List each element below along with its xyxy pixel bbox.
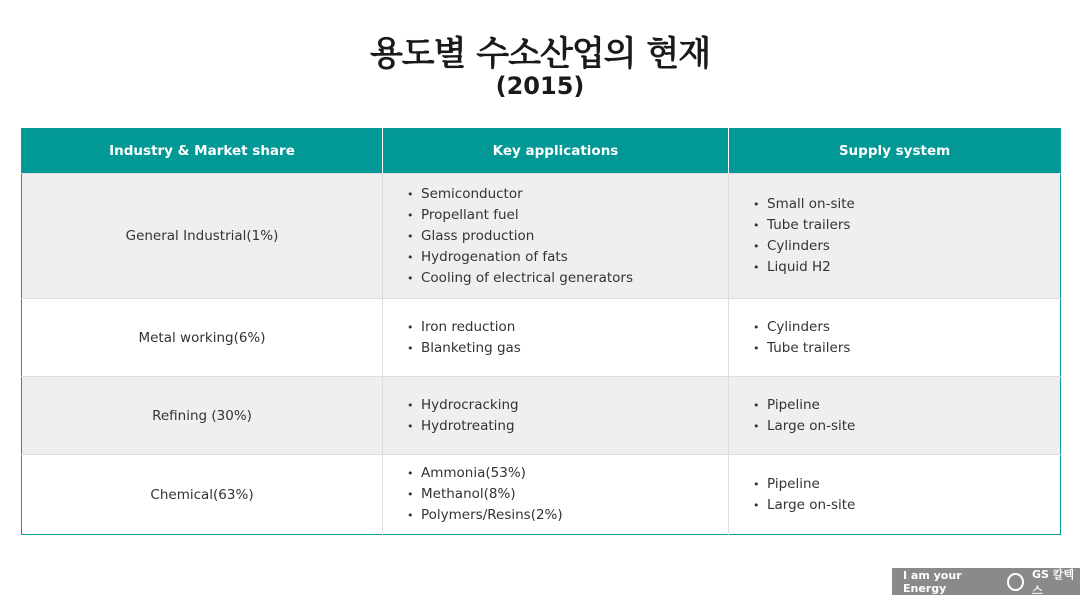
list-item: • Large on-site <box>753 416 1060 437</box>
list-item: • Tube trailers <box>753 215 1060 236</box>
supply-cell <box>729 455 1061 535</box>
supply-cell <box>729 377 1061 455</box>
list-item: • Cooling of electrical generators <box>407 268 728 289</box>
list-item: • Methanol(8%) <box>407 484 728 505</box>
hydrogen-industry-table <box>21 128 1061 535</box>
industry-cell: General Industrial(1%) <box>22 174 383 299</box>
applications-cell <box>383 299 729 377</box>
applications-list <box>383 395 728 437</box>
applications-cell <box>383 377 729 455</box>
list-item: • Tube trailers <box>753 338 1060 359</box>
gs-logo-icon <box>1007 573 1024 591</box>
list-item: • Large on-site <box>753 495 1060 516</box>
table-row <box>22 377 1061 455</box>
list-item: • Liquid H2 <box>753 257 1060 278</box>
supply-list <box>729 194 1060 278</box>
list-item: • Blanketing gas <box>407 338 728 359</box>
list-item: • Small on-site <box>753 194 1060 215</box>
list-item: • Cylinders <box>753 236 1060 257</box>
header-supply: Supply system <box>729 129 1061 174</box>
list-item: • Pipeline <box>753 395 1060 416</box>
applications-list <box>383 463 728 526</box>
table-row <box>22 299 1061 377</box>
applications-list <box>383 317 728 359</box>
industry-cell: Metal working(6%) <box>22 299 383 377</box>
list-item: • Propellant fuel <box>407 205 728 226</box>
header-applications: Key applications <box>383 129 729 174</box>
supply-list <box>729 395 1060 437</box>
applications-list <box>383 184 728 289</box>
gs-caltex-logo <box>892 568 1080 595</box>
applications-cell <box>383 174 729 299</box>
list-item: • Polymers/Resins(2%) <box>407 505 728 526</box>
logo-brand: GS 칼텍스 <box>1032 567 1075 597</box>
list-item: • Hydrotreating <box>407 416 728 437</box>
list-item: • Ammonia(53%) <box>407 463 728 484</box>
supply-list <box>729 317 1060 359</box>
applications-cell <box>383 455 729 535</box>
supply-cell <box>729 299 1061 377</box>
list-item: • Iron reduction <box>407 317 728 338</box>
table-row <box>22 455 1061 535</box>
list-item: • Pipeline <box>753 474 1060 495</box>
list-item: • Cylinders <box>753 317 1060 338</box>
supply-list <box>729 474 1060 516</box>
page-subtitle: (2015) <box>495 72 585 100</box>
header-industry: Industry & Market share <box>22 129 383 174</box>
logo-slogan: I am your Energy <box>903 568 962 595</box>
industry-cell: Refining (30%) <box>22 377 383 455</box>
list-item: • Glass production <box>407 226 728 247</box>
list-item: • Hydrocracking <box>407 395 728 416</box>
list-item: • Hydrogenation of fats <box>407 247 728 268</box>
table-row <box>22 174 1061 299</box>
industry-cell: Chemical(63%) <box>22 455 383 535</box>
list-item: • Semiconductor <box>407 184 728 205</box>
page-title: 용도별 수소산업의 현재 <box>369 34 711 74</box>
supply-cell <box>729 174 1061 299</box>
